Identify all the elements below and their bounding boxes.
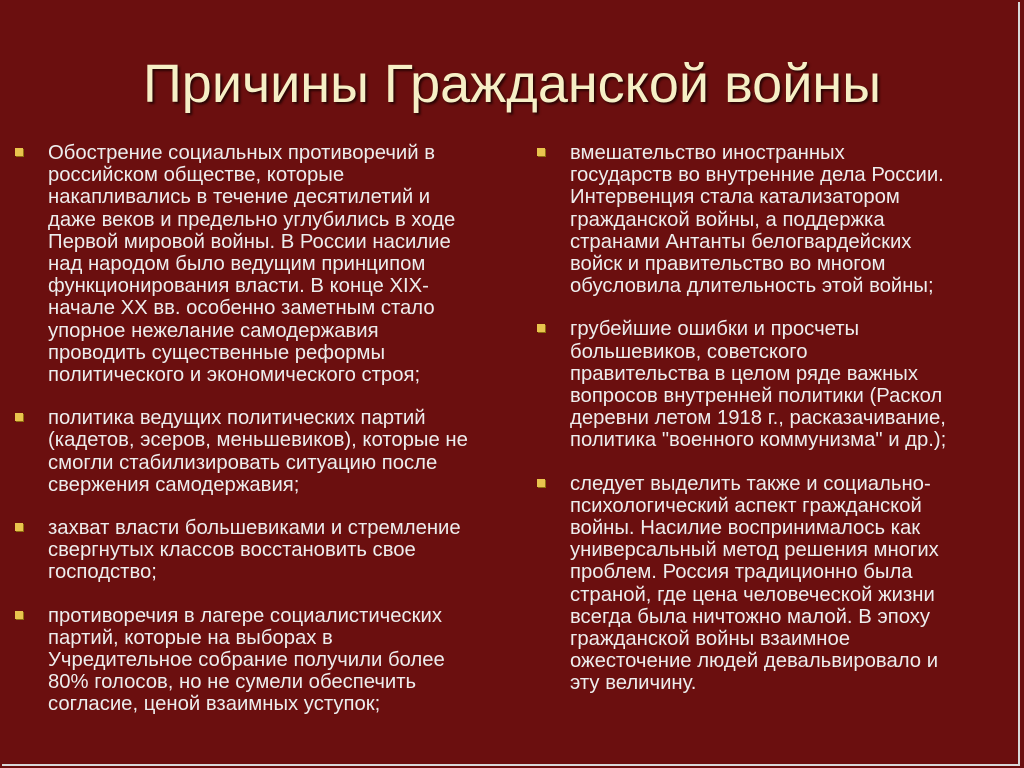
- left-column: [10, 142, 520, 737]
- list-item: [10, 605, 520, 716]
- list-item: [532, 473, 1002, 695]
- list-item-text: противоречия в лагере социалистических партий, которые на выборах в Учредительное собрание получили более 80% голосов, но не сумели обеспечить согласие, ценой взаимных уступок;: [48, 604, 445, 716]
- list-item-text: вмешательство иностранных государств во внутренние дела России. Интервенция стала катализатором гражданской войны, а поддержка странами Антанты белогвардейских войск и правительство во многом обусловила длительность этой войны;: [570, 142, 944, 298]
- list-item: [10, 142, 520, 386]
- square-bullet-icon: [537, 324, 545, 332]
- square-bullet-icon: [15, 523, 23, 531]
- list-item: [10, 407, 520, 496]
- right-column: [532, 142, 1002, 716]
- square-bullet-icon: [15, 148, 23, 156]
- list-item: [532, 318, 1002, 451]
- slide-title: Причины Гражданской войны: [142, 54, 882, 114]
- list-item: [10, 517, 520, 584]
- square-bullet-icon: [537, 479, 545, 487]
- list-item: [532, 142, 1002, 297]
- list-item-text: Обострение социальных противоречий в российском обществе, которые накапливались в течение десятилетий и даже веков и предельно углубились в ходе Первой мировой войны. В России насилие над народом было ведущим принципом функционирования власти. В конце XIX- начале XX вв. особенно заметным стало упорное нежелание самодержавия проводить существенные реформы политического и экономического строя;: [48, 142, 456, 387]
- square-bullet-icon: [15, 413, 23, 421]
- square-bullet-icon: [15, 611, 23, 619]
- list-item-text: следует выделить также и социально- психологический аспект гражданской войны. Насилие воспринималось как универсальный метод решения многих проблем. Россия традиционно была страной, где цена человеческой жизни всегда была ничтожно малой. В эпоху гражданской войны взаимное ожесточение людей девальвировало и эту величину.: [570, 472, 939, 695]
- list-item-text: захват власти большевиками и стремление свергнутых классов восстановить свое господство;: [48, 517, 461, 584]
- list-item-text: грубейшие ошибки и просчеты большевиков, советского правительства в целом ряде важных вопросов внутренней политики (Раскол деревни летом 1918 г., расказачивание, политика "военного коммунизма" и др.);: [570, 318, 947, 452]
- square-bullet-icon: [537, 148, 545, 156]
- list-item-text: политика ведущих политических партий (кадетов, эсеров, меньшевиков), которые не смогли стабилизировать ситуацию после свержения самодержавия;: [48, 407, 468, 496]
